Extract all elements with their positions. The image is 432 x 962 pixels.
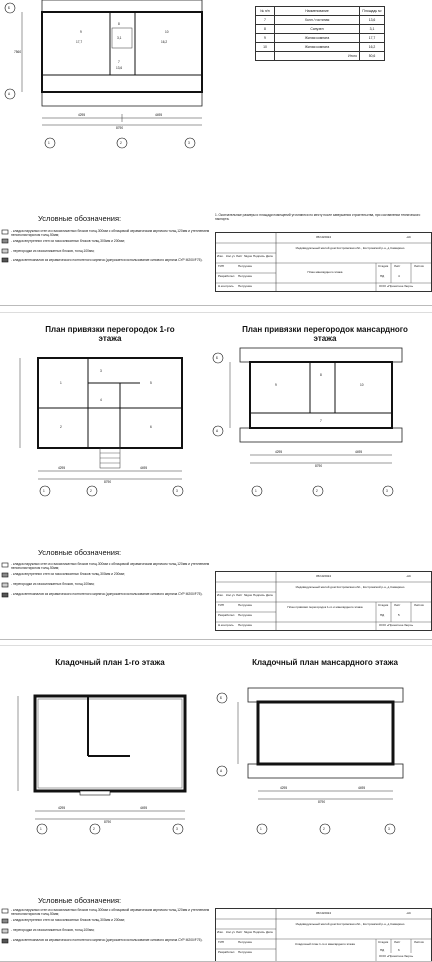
legend-item: - кладка вентканалов из керамического полнотелого кирпича (допускается использование сипового кирпича СУР М200/F75). bbox=[11, 592, 203, 596]
axis-label: А bbox=[220, 769, 223, 773]
table-cell: Холл / гостиная bbox=[275, 16, 360, 25]
stamp-stage-header: Стадия bbox=[378, 264, 389, 268]
stamp-company: ООО «Проектное бюро» bbox=[379, 954, 414, 958]
axis-label: 2 bbox=[90, 489, 92, 493]
table-cell: 17,7 bbox=[360, 34, 385, 43]
table-header: № п/п bbox=[256, 7, 275, 16]
table-cell: 10 bbox=[256, 43, 275, 52]
stamp-person: Петрушин bbox=[238, 940, 252, 944]
legend-item: - кладка вентканалов из керамического полнотелого кирпича (допускается использование сипового кирпича СУР М200/F75). bbox=[11, 258, 203, 262]
axis-label: 3 bbox=[176, 489, 178, 493]
dimension-label: 4495 bbox=[358, 786, 366, 790]
dimension-label: 8790 bbox=[116, 126, 124, 130]
stamp-sheets-header: Листов bbox=[414, 603, 424, 607]
table-cell: 8 bbox=[256, 25, 275, 34]
dimension-label: 8790 bbox=[104, 480, 112, 484]
stamp-code: -АС bbox=[406, 574, 412, 578]
stamp-sheets-header: Листов bbox=[414, 940, 424, 944]
legend-header: Условные обозначения: bbox=[38, 896, 122, 905]
stamp-sheet-name: План мансардного этажа bbox=[307, 270, 343, 274]
stamp-person: Петрушин bbox=[238, 603, 252, 607]
room-area: 16,2 bbox=[161, 40, 168, 44]
stamp-sheet-name: Кладочный план 1-го и мансардного этажа bbox=[295, 942, 355, 946]
note-text: 1. Окончательные размеры и площади помещений уточняются по месту после завершения строительства, при составлении технического паспорта. bbox=[215, 213, 421, 221]
stamp-col-header: Кол.уч bbox=[226, 254, 235, 258]
stamp-col-header: Дата bbox=[266, 254, 273, 258]
table-header: Наименование bbox=[275, 7, 360, 16]
axis-label: 1 bbox=[48, 141, 50, 145]
stamp-person: Петрушин bbox=[238, 284, 252, 288]
dimension-label: 4295 bbox=[78, 113, 86, 117]
room-number: 5 bbox=[150, 381, 152, 385]
stamp-sheet-name: План привязки перегородок 1-го и мансардного этажа bbox=[287, 605, 363, 609]
axis-label: 2 bbox=[120, 141, 122, 145]
stamp-stage-header: Стадия bbox=[378, 603, 389, 607]
legend-item: - кладка наружных стен из газосиликатных блоков толщ.300мм с облицовкой керамическим кирпичом толщ.120мм и утеплением пенополистиролом толщ.50мм; bbox=[11, 908, 210, 916]
legend-item: - кладка наружных стен из газосиликатных блоков толщ.300мм с облицовкой керамическим кирпичом толщ.120мм и утеплением пенополистиролом толщ.50мм; bbox=[11, 229, 210, 237]
stamp-col-header: №док bbox=[244, 593, 252, 597]
axis-label: 3 bbox=[386, 489, 388, 493]
stamp-date: 05/10/2024 bbox=[316, 911, 332, 915]
stamp-project-title: Индивидуальный жилой дом Костромская обл., Костромской р-н, д.Самарино bbox=[295, 246, 405, 250]
room-area: 3,1 bbox=[117, 36, 122, 40]
table-cell: 9 bbox=[256, 34, 275, 43]
room-number: 9 bbox=[80, 30, 82, 34]
plan-title-attic: Кладочный план мансардного этажа bbox=[252, 658, 398, 667]
legend-item: - кладка внутренних стен из газосиликатных блоков толщ.300мм и 200мм; bbox=[11, 918, 125, 922]
dimension-label: 4495 bbox=[140, 466, 148, 470]
axis-label: 3 bbox=[176, 827, 178, 831]
axis-label: 2 bbox=[93, 827, 95, 831]
axis-label: А bbox=[216, 429, 219, 433]
stamp-col-header: №док bbox=[244, 930, 252, 934]
axis-label: Б bbox=[216, 356, 219, 360]
dimension-label: 4495 bbox=[155, 113, 163, 117]
stamp-sheet-header: Лист bbox=[394, 603, 401, 607]
stamp-col-header: Дата bbox=[266, 593, 273, 597]
stamp-person: Петрушин bbox=[238, 274, 252, 278]
legend-item: - кладка внутренних стен из газосиликатных блоков толщ.300мм и 200мм; bbox=[11, 239, 125, 243]
table-cell: Жилая комната bbox=[275, 34, 360, 43]
room-number: 9 bbox=[275, 383, 277, 387]
stamp-col-header: Лист bbox=[236, 593, 243, 597]
stamp-person: Петрушин bbox=[238, 613, 252, 617]
axis-label: 1 bbox=[260, 827, 262, 831]
table-row bbox=[256, 16, 385, 25]
stamp-col-header: Дата bbox=[266, 930, 273, 934]
sheet-partition-plans bbox=[0, 312, 432, 640]
stamp-company: ООО «Проектное бюро» bbox=[379, 284, 414, 288]
stamp-role: ГИП bbox=[218, 603, 224, 607]
axis-label: 1 bbox=[255, 489, 257, 493]
plan-title-first-floor: Кладочный план 1-го этажа bbox=[55, 658, 165, 667]
table-cell: 13,6 bbox=[360, 16, 385, 25]
stamp-col-header: №док bbox=[244, 254, 252, 258]
room-number: 7 bbox=[118, 60, 120, 64]
stamp-col-header: Кол.уч bbox=[226, 593, 235, 597]
plan-title-attic: План привязки перегородок мансардного этажа bbox=[242, 325, 408, 343]
title-block bbox=[215, 571, 432, 631]
stamp-col-header: Кол.уч bbox=[226, 930, 235, 934]
stamp-role: Н.контроль bbox=[218, 623, 234, 627]
room-number: 8 bbox=[320, 373, 322, 377]
stamp-col-header: Лист bbox=[236, 254, 243, 258]
stamp-date: 05/10/2024 bbox=[316, 235, 332, 239]
table-cell: 3,1 bbox=[360, 25, 385, 34]
sheet-attic-plan bbox=[0, 0, 432, 306]
stamp-sheet-header: Лист bbox=[394, 264, 401, 268]
dimension-label: 4295 bbox=[275, 450, 283, 454]
axis-label: 1 bbox=[43, 489, 45, 493]
stamp-person: Петрушин bbox=[238, 950, 252, 954]
stamp-col-header: Изм. bbox=[217, 930, 224, 934]
legend-item: - перегородки из газосиликатных блоков, толщ.100мм; bbox=[11, 249, 95, 253]
title-block bbox=[215, 908, 432, 962]
rooms-table bbox=[255, 6, 385, 61]
axis-label: Б bbox=[8, 6, 11, 10]
table-header: Площадь м² bbox=[360, 7, 385, 16]
stamp-col-header: Подпись bbox=[253, 254, 265, 258]
room-number: 10 bbox=[360, 383, 364, 387]
stamp-company: ООО «Проектное бюро» bbox=[379, 623, 414, 627]
room-number: 4 bbox=[100, 398, 102, 402]
stamp-sheets-header: Листов bbox=[414, 264, 424, 268]
stamp-col-header: Подпись bbox=[253, 593, 265, 597]
axis-label: 2 bbox=[316, 489, 318, 493]
table-row bbox=[256, 25, 385, 34]
dimension-label: 4295 bbox=[280, 786, 288, 790]
axis-label: 1 bbox=[40, 827, 42, 831]
axis-label: А bbox=[8, 92, 11, 96]
stamp-col-header: Подпись bbox=[253, 930, 265, 934]
dimension-label: 7560 bbox=[14, 50, 22, 54]
axis-label: 3 bbox=[188, 141, 190, 145]
stamp-role: Разработал bbox=[218, 274, 235, 278]
stamp-sheet-number: 4 bbox=[398, 274, 400, 278]
stamp-project-title: Индивидуальный жилой дом Костромская обл., Костромской р-н, д.Самарино bbox=[295, 922, 405, 926]
table-cell: 7 bbox=[256, 16, 275, 25]
legend-item: - кладка внутренних стен из газосиликатных блоков толщ.300мм и 200мм; bbox=[11, 572, 125, 576]
room-area: 17,7 bbox=[76, 40, 83, 44]
sheet-masonry-plans bbox=[0, 645, 432, 962]
stamp-stage: ПД bbox=[380, 948, 385, 952]
table-total-row bbox=[256, 52, 385, 61]
stamp-project-title: Индивидуальный жилой дом Костромская обл., Костромской р-н, д.Самарино bbox=[295, 585, 405, 589]
axis-label: 2 bbox=[323, 827, 325, 831]
table-cell: 16,2 bbox=[360, 43, 385, 52]
table-row bbox=[256, 34, 385, 43]
dimension-label: 8790 bbox=[318, 800, 326, 804]
stamp-sheet-header: Лист bbox=[394, 940, 401, 944]
axis-label: 3 bbox=[388, 827, 390, 831]
axis-label: Б bbox=[220, 696, 223, 700]
title-block bbox=[215, 232, 432, 292]
stamp-col-header: Изм. bbox=[217, 593, 224, 597]
table-row bbox=[256, 43, 385, 52]
dimension-label: 8790 bbox=[104, 820, 112, 824]
plan-title-first-floor: План привязки перегородок 1-го этажа bbox=[45, 325, 175, 343]
stamp-date: 05/10/2024 bbox=[316, 574, 332, 578]
room-number: 7 bbox=[320, 419, 322, 423]
legend-item: - перегородки из газосиликатных блоков, толщ.100мм; bbox=[11, 928, 95, 932]
dimension-label: 4495 bbox=[140, 806, 148, 810]
stamp-role: Н.контроль bbox=[218, 284, 234, 288]
stamp-code: -АС bbox=[406, 911, 412, 915]
stamp-sheet-number: 6 bbox=[398, 948, 400, 952]
room-area: 13,6 bbox=[116, 66, 123, 70]
dimension-label: 4495 bbox=[355, 450, 363, 454]
room-number: 1 bbox=[60, 381, 62, 385]
dimension-label: 8790 bbox=[315, 464, 323, 468]
stamp-stage-header: Стадия bbox=[378, 940, 389, 944]
legend-item: - кладка вентканалов из керамического полнотелого кирпича (допускается использование сипового кирпича СУР М200/F75). bbox=[11, 938, 203, 942]
stamp-col-header: Лист bbox=[236, 930, 243, 934]
room-number: 8 bbox=[118, 22, 120, 26]
stamp-col-header: Изм. bbox=[217, 254, 224, 258]
legend-header: Условные обозначения: bbox=[38, 214, 122, 223]
stamp-stage: ПД bbox=[380, 613, 385, 617]
stamp-person: Петрушин bbox=[238, 623, 252, 627]
room-number: 6 bbox=[150, 425, 152, 429]
stamp-role: ГИП bbox=[218, 940, 224, 944]
stamp-role: ГИП bbox=[218, 264, 224, 268]
stamp-role: Разработал bbox=[218, 613, 235, 617]
stamp-sheet-number: 5 bbox=[398, 613, 400, 617]
room-number: 3 bbox=[100, 369, 102, 373]
stamp-role: Разработал bbox=[218, 950, 235, 954]
legend-item: - кладка наружных стен из газосиликатных блоков толщ.300мм с облицовкой керамическим кирпичом толщ.120мм и утеплением пенополистиролом толщ.50мм; bbox=[11, 562, 210, 570]
legend-item: - перегородки из газосиликатных блоков, толщ.100мм; bbox=[11, 582, 95, 586]
table-cell: Санузел bbox=[275, 25, 360, 34]
stamp-stage: ПД bbox=[380, 274, 385, 278]
legend-header: Условные обозначения: bbox=[38, 548, 122, 557]
stamp-person: Петрушин bbox=[238, 264, 252, 268]
stamp-code: -АС bbox=[406, 235, 412, 239]
room-number: 10 bbox=[165, 30, 169, 34]
table-cell: Жилая комната bbox=[275, 43, 360, 52]
table-total-label: Итого bbox=[275, 52, 360, 61]
dimension-label: 4295 bbox=[58, 466, 66, 470]
dimension-label: 4295 bbox=[58, 806, 66, 810]
room-number: 2 bbox=[60, 425, 62, 429]
table-total-value: 50,6 bbox=[360, 52, 385, 61]
